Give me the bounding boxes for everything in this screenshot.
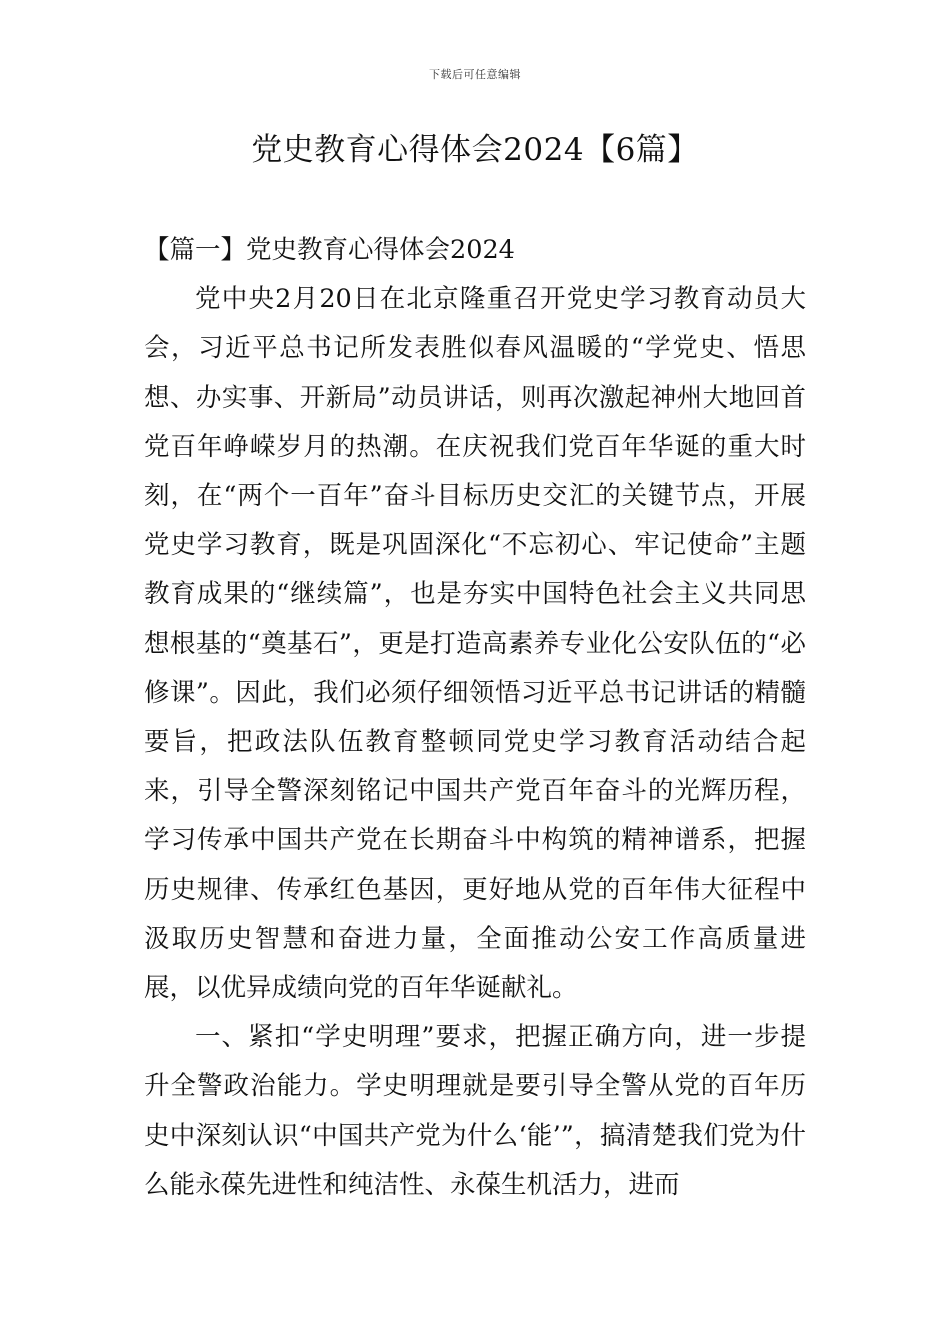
paragraph-intro: 党中央2月20日在北京隆重召开党史学习教育动员大会，习近平总书记所发表胜似春风温暖的“学党史、悟思想、办实事、开新局”动员讲话，则再次激起神州大地回首党百年峥嵘岁月的热潮。在庆祝我们党百年华诞的重大时刻，在“两个一百年”奋斗目标历史交汇的关键节点，开展党史学习教育，既是巩固深化“不忘初心、牢记使命”主题教育成果的“继续篇”，也是夯实中国特色社会主义共同思想根基的“奠基石”，更是打造高素养专业化公安队伍的“必修课”。因此，我们必须仔细领悟习近平总书记讲话的精髓要旨，把政法队伍教育整顿同党史学习教育活动结合起来，引导全警深刻铭记中国共产党百年奋斗的光辉历程，学习传承中国共产党在长期奋斗中构筑的精神谱系，把握历史规律、传承红色基因，更好地从党的百年伟大征程中汲取历史智慧和奋进力量，全面推动公安工作高质量进展，以优异成绩向党的百年华诞献礼。 — [144, 284, 806, 1004]
section-heading: 【篇一】党史教育心得体会2024 — [144, 235, 515, 265]
paragraph-point-one: 一、紧扣“学史明理”要求，把握正确方向，进一步提升全警政治能力。学史明理就是要引导全警从党的百年历史中深刻认识“中国共产党为什么‘能’”，搞清楚我们党为什么能永葆先进性和纯洁性、永葆生机活力，进而 — [144, 1022, 806, 1200]
document-body — [144, 226, 806, 1210]
document-title: 党史教育心得体会2024【6篇】 — [251, 132, 699, 168]
header-note: 下载后可任意编辑 — [429, 68, 521, 81]
